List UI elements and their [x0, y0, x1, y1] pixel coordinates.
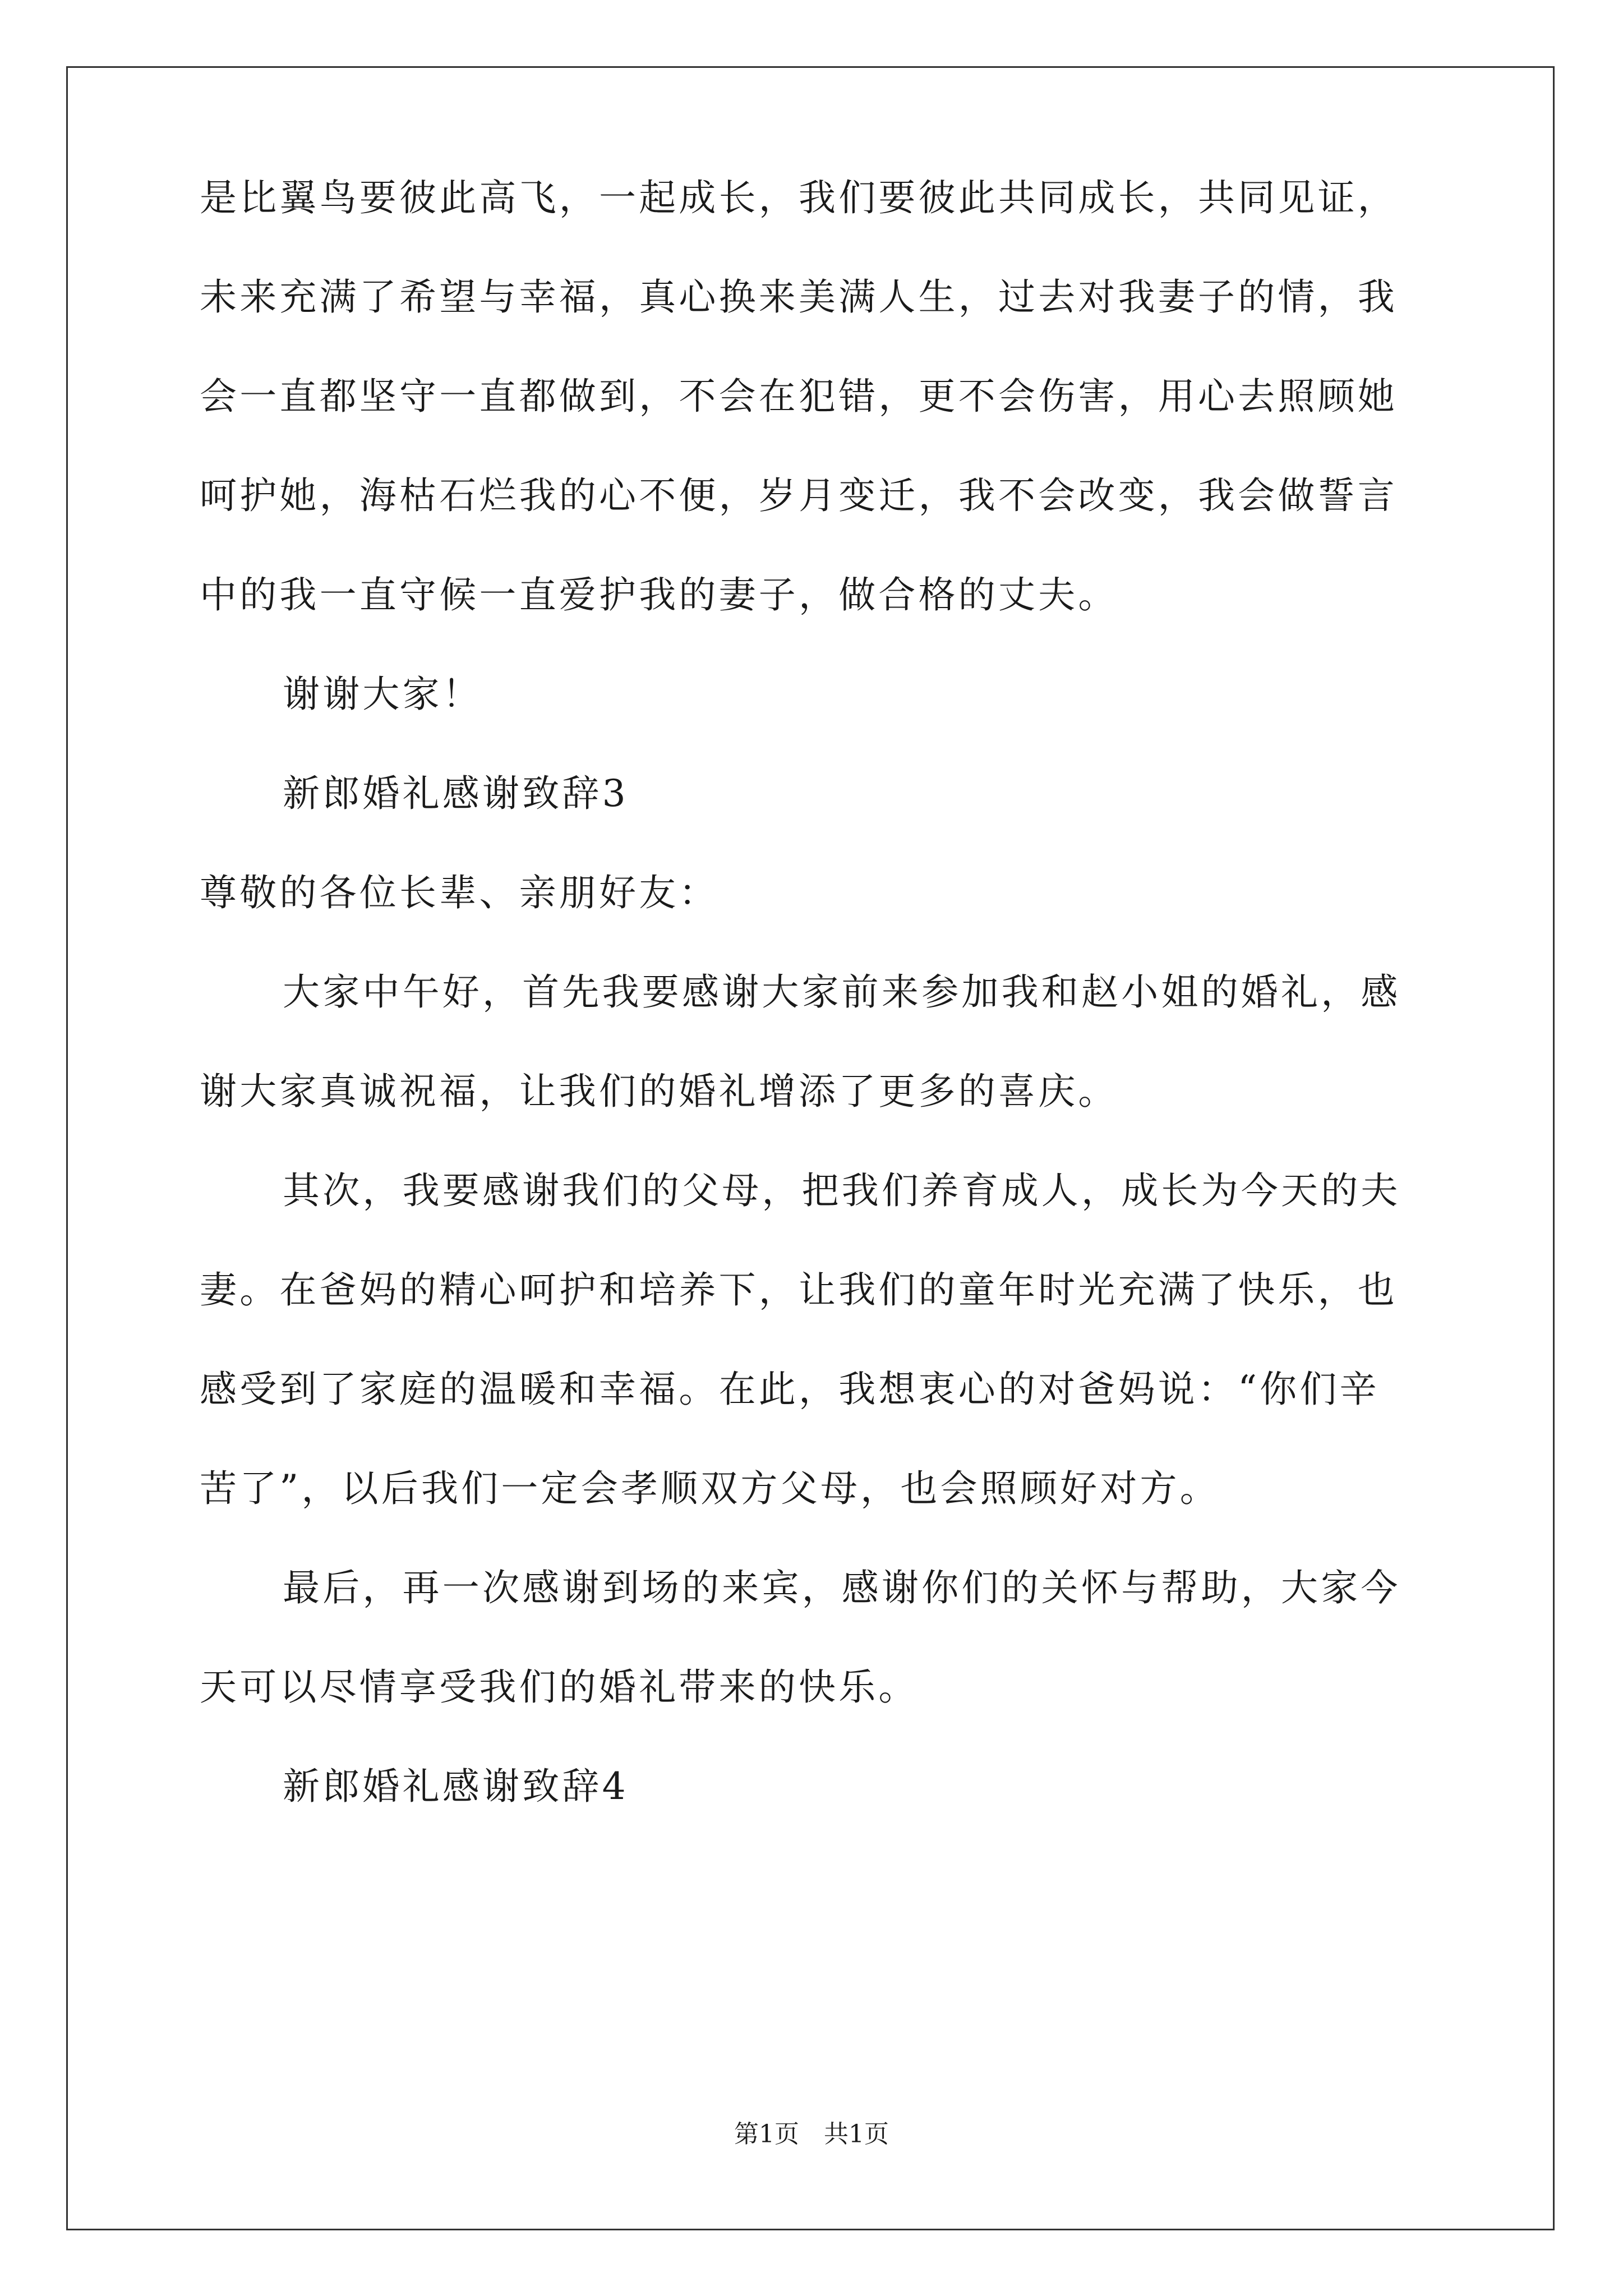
paragraph-3-line-2: 天可以尽情享受我们的婚礼带来的快乐。 [200, 1665, 919, 1709]
text-line-5: 中的我一直守候一直爱护我的妻子，做合格的丈夫。 [200, 573, 1118, 616]
paragraph-2-line-1: 其次，我要感谢我们的父母，把我们养育成人，成长为今天的夫 [283, 1169, 1401, 1212]
section-heading-3: 新郎婚礼感谢致辞3 [283, 772, 629, 815]
text-line-2: 未来充满了希望与幸福，真心换来美满人生，过去对我妻子的情，我 [200, 275, 1398, 319]
paragraph-2-line-4: 苦了”，以后我们一定会孝顺双方父母，也会照顾好对方。 [200, 1467, 1220, 1510]
section-heading-4: 新郎婚礼感谢致辞4 [283, 1765, 629, 1808]
paragraph-2-line-3: 感受到了家庭的温暖和幸福。在此，我想衷心的对爸妈说：“你们辛 [200, 1368, 1380, 1411]
text-line-3: 会一直都坚守一直都做到，不会在犯错，更不会伤害，用心去照顾她 [200, 375, 1398, 418]
page-number-footer: 第1页 共1页 [734, 2120, 889, 2148]
text-line-1: 是比翼鸟要彼此高飞，一起成长，我们要彼此共同成长，共同见证， [200, 176, 1398, 219]
thanks-line: 谢谢大家！ [283, 673, 482, 716]
paragraph-1-line-2: 谢大家真诚祝福，让我们的婚礼增添了更多的喜庆。 [200, 1070, 1118, 1113]
paragraph-1-line-1: 大家中午好，首先我要感谢大家前来参加我和赵小姐的婚礼，感 [283, 970, 1401, 1014]
paragraph-3-line-1: 最后，再一次感谢到场的来宾，感谢你们的关怀与帮助，大家今 [283, 1566, 1401, 1609]
text-line-4: 呵护她，海枯石烂我的心不便，岁月变迁，我不会改变，我会做誓言 [200, 474, 1398, 517]
salutation: 尊敬的各位长辈、亲朋好友： [200, 871, 719, 914]
document-body [200, 176, 1422, 1867]
paragraph-2-line-2: 妻。在爸妈的精心呵护和培养下，让我们的童年时光充满了快乐，也 [200, 1268, 1398, 1312]
